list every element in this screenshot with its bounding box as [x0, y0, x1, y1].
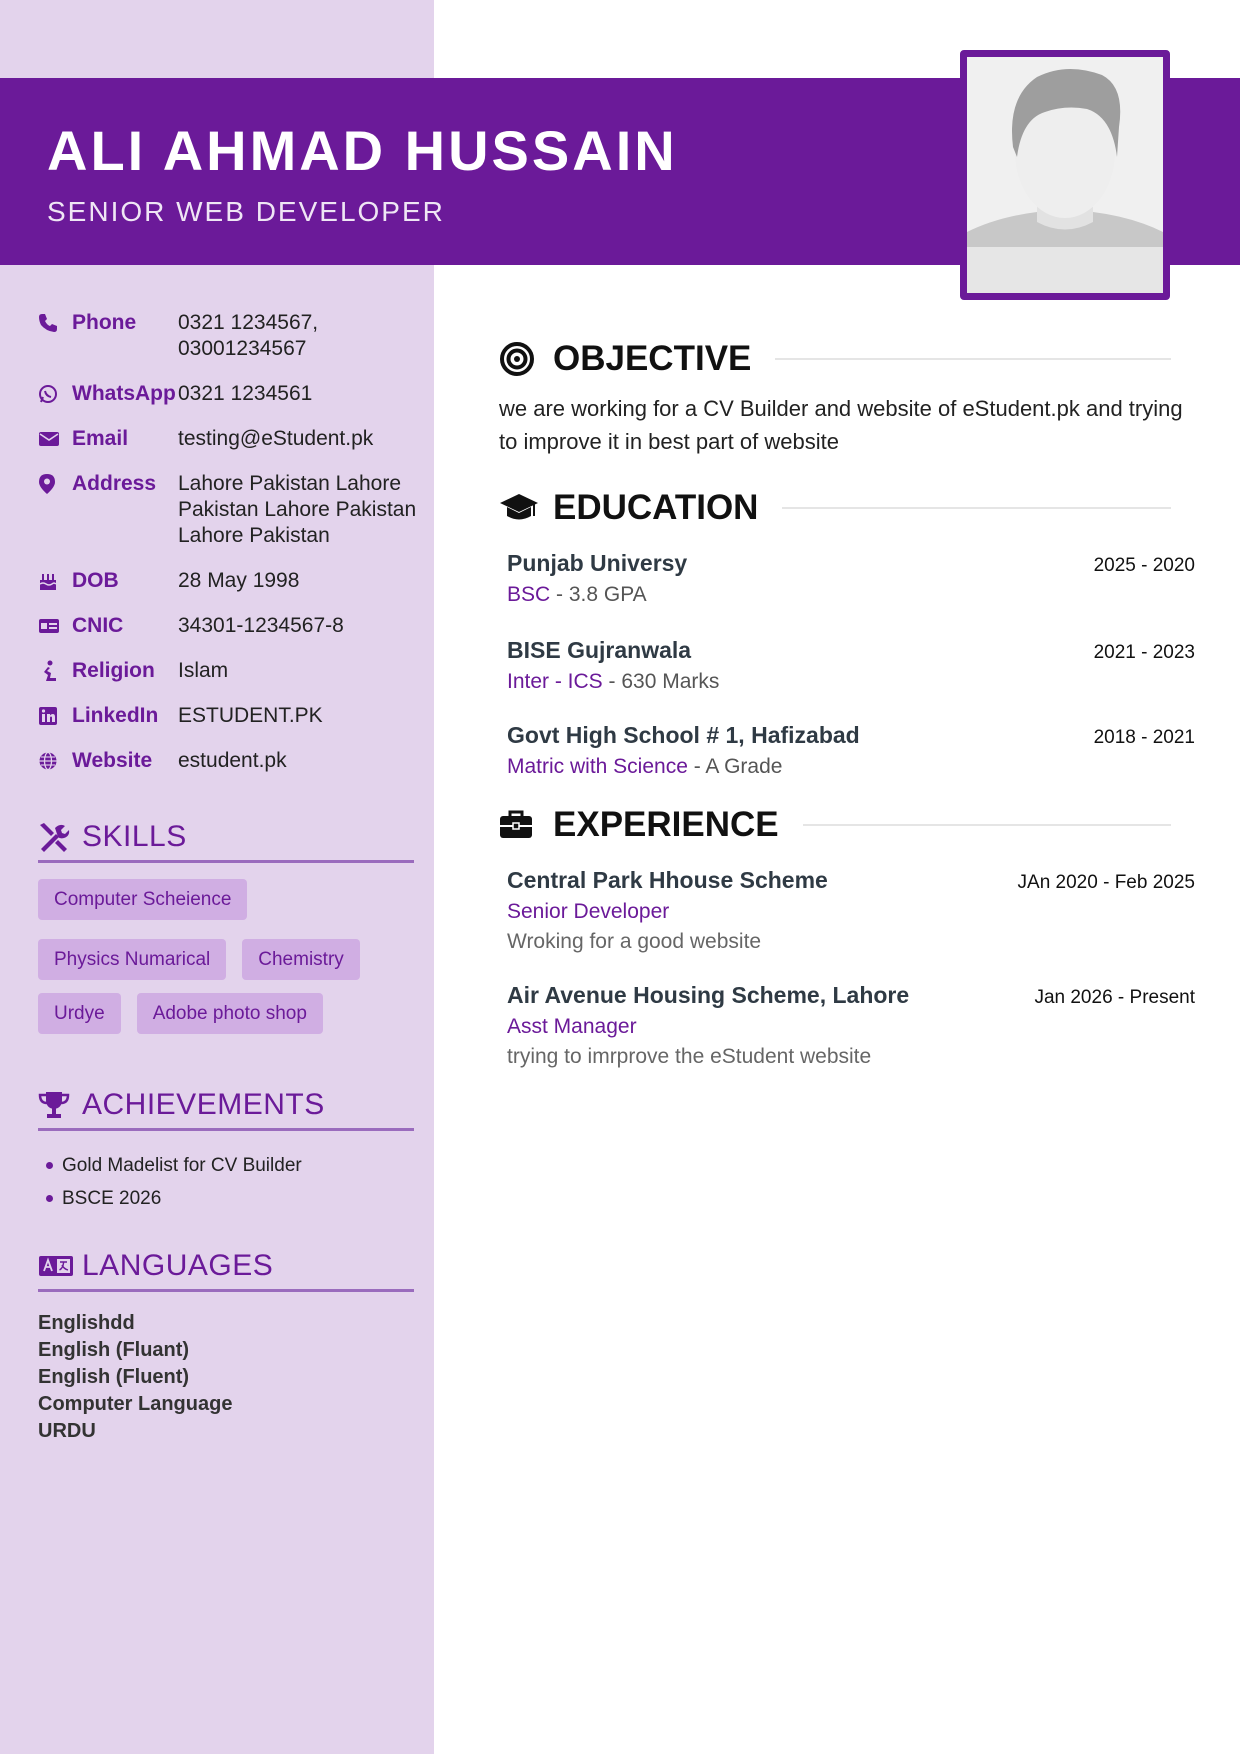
target-icon [499, 341, 553, 377]
entry-header [507, 722, 1195, 749]
date-range: Jan 2026 - Present [1034, 987, 1195, 1008]
skill-tag: Chemistry [242, 939, 360, 980]
education-heading [499, 484, 1195, 532]
id-card-icon [38, 613, 66, 639]
role-title: Asst Manager [507, 1015, 637, 1038]
contact-value: estudent.pk [178, 749, 287, 772]
trophy-icon [38, 1090, 82, 1120]
list-item [38, 1182, 414, 1215]
contact-value: Lahore Pakistan Lahore Pakistan Lahore Pakistan Lahore Pakistan [178, 472, 417, 547]
languages-heading [38, 1249, 414, 1292]
skills-heading [38, 820, 414, 863]
entry-detail [507, 900, 1195, 924]
entry-header [507, 637, 1195, 664]
section-divider [782, 507, 1171, 509]
achievements-list [38, 1149, 414, 1215]
contact-label: Religion [72, 659, 155, 682]
date-range: 2018 - 2021 [1093, 727, 1195, 748]
linkedin-icon [38, 703, 66, 729]
bullet-icon [46, 1162, 53, 1169]
email-icon [38, 426, 66, 452]
contact-label: Phone [72, 311, 137, 334]
job-title: SENIOR WEB DEVELOPER [47, 196, 445, 227]
contact-value: 28 May 1998 [178, 569, 300, 592]
company-name: Central Park Hhouse Scheme [507, 867, 828, 893]
achievements-heading [38, 1088, 414, 1131]
skills-section [38, 820, 414, 933]
location-icon [38, 471, 66, 497]
education-entry [499, 722, 1195, 779]
role-title: Senior Developer [507, 900, 670, 923]
entry-detail [507, 670, 1195, 694]
contact-address [38, 471, 418, 549]
languages-section [38, 1249, 414, 1445]
contact-religion [38, 658, 418, 684]
contact-dob [38, 568, 418, 594]
contact-value: 0321 1234567, 03001234567 [178, 311, 319, 360]
contact-website [38, 748, 418, 774]
contact-list [38, 310, 418, 793]
section-divider [803, 824, 1171, 826]
language-item: English (Fluant) [38, 1339, 190, 1361]
contact-whatsapp [38, 381, 418, 407]
skill-tag: Adobe photo shop [137, 993, 323, 1034]
entry-detail [507, 1015, 1195, 1039]
contact-value: 0321 1234561 [178, 382, 313, 405]
contact-linkedin [38, 703, 418, 729]
role-description: Wroking for a good website [507, 930, 762, 953]
contact-label: CNIC [72, 614, 124, 637]
section-title: OBJECTIVE [553, 339, 752, 378]
grade-text: - 630 Marks [608, 670, 720, 693]
section-title: EXPERIENCE [553, 805, 779, 844]
skill-tag: Physics Numarical [38, 939, 226, 980]
grade-text: - A Grade [693, 755, 783, 778]
contact-label: Address [72, 472, 157, 495]
section-title: SKILLS [82, 820, 187, 853]
contact-cnic [38, 613, 418, 639]
profile-photo [960, 50, 1170, 300]
contact-value: 34301-1234567-8 [178, 614, 344, 637]
date-range: 2025 - 2020 [1093, 555, 1195, 576]
section-title: ACHIEVEMENTS [82, 1088, 325, 1121]
graduation-cap-icon [499, 492, 553, 524]
education-entry [499, 550, 1195, 607]
pray-icon [38, 658, 66, 684]
contact-label: Email [72, 427, 129, 450]
bullet-icon [46, 1195, 53, 1202]
achievement-text: Gold Madelist for CV Builder [62, 1155, 302, 1176]
contact-email [38, 426, 418, 452]
tools-icon [38, 822, 82, 852]
skills-row-2 [38, 939, 414, 1047]
whatsapp-icon [38, 381, 66, 407]
language-item: Computer Language [38, 1393, 233, 1415]
entry-detail [507, 583, 1195, 607]
degree-name: Inter - ICS [507, 670, 603, 693]
main-column [499, 335, 1195, 1069]
contact-label: LinkedIn [72, 704, 159, 727]
section-title: LANGUAGES [82, 1249, 274, 1282]
objective-text: we are working for a CV Builder and website of eStudent.pk and trying to improve it in best part of website [499, 396, 1183, 454]
institution-name: Punjab Universy [507, 550, 688, 576]
language-item: Englishdd [38, 1312, 135, 1334]
entry-detail [507, 755, 1195, 779]
achievement-text: BSCE 2026 [62, 1188, 162, 1209]
skills-list-row [38, 939, 398, 1047]
language-icon [38, 1253, 82, 1279]
avatar-placeholder-icon [967, 57, 1163, 293]
candidate-name: ALI AHMAD HUSSAIN [47, 119, 678, 182]
role-description: trying to imrprove the eStudent website [507, 1045, 872, 1068]
contact-phone [38, 310, 418, 362]
briefcase-icon [499, 810, 553, 840]
phone-icon [38, 310, 66, 336]
contact-label: Website [72, 749, 153, 772]
languages-list [38, 1310, 414, 1445]
achievements-section [38, 1088, 414, 1215]
experience-entry [499, 982, 1195, 1069]
entry-header [507, 982, 1195, 1009]
skill-tag: Urdye [38, 993, 121, 1034]
list-item [38, 1149, 414, 1182]
contact-value: Islam [178, 659, 229, 682]
language-item: URDU [38, 1420, 96, 1442]
grade-text: - 3.8 GPA [556, 583, 647, 606]
degree-name: Matric with Science [507, 755, 688, 778]
contact-value: testing@eStudent.pk [178, 427, 374, 450]
section-divider [775, 358, 1171, 360]
entry-header [507, 867, 1195, 894]
language-item: English (Fluent) [38, 1366, 190, 1388]
contact-label: DOB [72, 569, 119, 592]
contact-value: ESTUDENT.PK [178, 704, 323, 727]
objective-heading [499, 335, 1195, 383]
skills-list [38, 879, 414, 933]
experience-heading [499, 801, 1195, 849]
cake-icon [38, 568, 66, 594]
company-name: Air Avenue Housing Scheme, Lahore [507, 982, 910, 1008]
skill-tag: Computer Scheience [38, 879, 247, 920]
institution-name: BISE Gujranwala [507, 637, 692, 663]
education-entry [499, 637, 1195, 694]
globe-icon [38, 748, 66, 774]
institution-name: Govt High School # 1, Hafizabad [507, 722, 860, 748]
date-range: JAn 2020 - Feb 2025 [1017, 872, 1195, 893]
experience-entry [499, 867, 1195, 954]
date-range: 2021 - 2023 [1093, 642, 1195, 663]
section-title: EDUCATION [553, 488, 759, 527]
contact-label: WhatsApp [72, 382, 176, 405]
degree-name: BSC [507, 583, 551, 606]
entry-header [507, 550, 1195, 577]
